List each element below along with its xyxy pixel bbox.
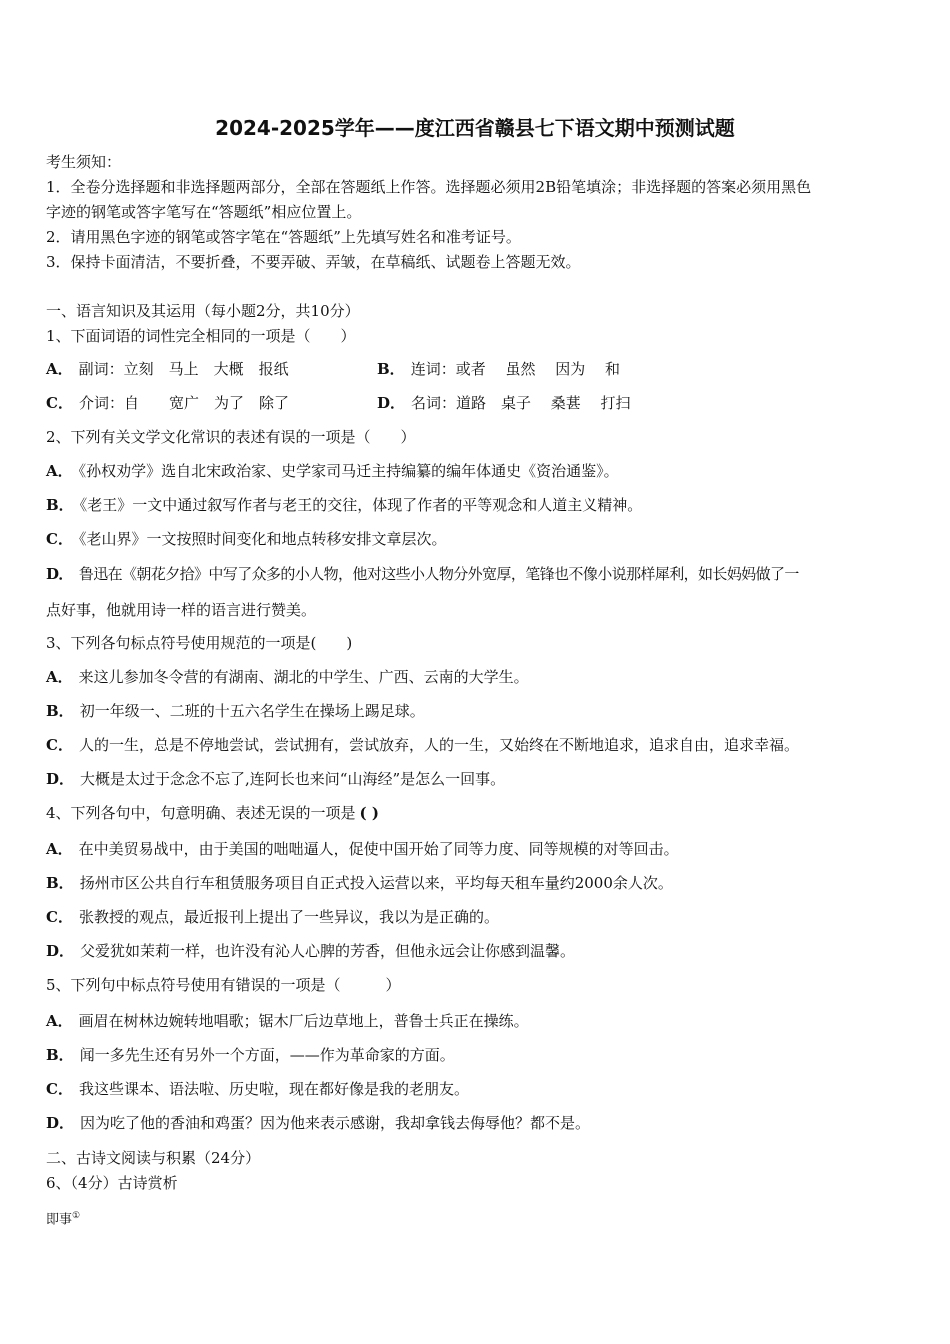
q4-option-c	[46, 907, 499, 927]
q1-option-c	[46, 393, 377, 413]
option-label: B．	[46, 496, 74, 514]
section-1-heading: 一、语言知识及其运用（每小题2分，共10分）	[46, 302, 360, 320]
option-text: 《老王》一文中通过叙写作者与老王的交往，体现了作者的平等观念和人道主义精神。	[79, 496, 643, 514]
option-text: 张教授的观点，最近报刊上提出了一些异议，我以为是正确的。	[78, 908, 499, 926]
notice-item-2: 2．请用黑色字迹的钢笔或答字笔在“答题纸”上先填写姓名和准考证号。	[46, 228, 521, 246]
q3-stem: 3、下列各句标点符号使用规范的一项是( )	[46, 634, 353, 652]
option-text: 我这些课本、语法啦、历史啦，现在都好像是我的老朋友。	[78, 1080, 469, 1098]
option-label: D．	[377, 394, 406, 412]
section-2-heading: 二、古诗文阅读与积累（24分）	[46, 1149, 261, 1167]
option-label: C．	[46, 1080, 73, 1098]
q4-option-d	[46, 941, 575, 961]
option-label: C．	[46, 736, 73, 754]
option-text: 鲁迅在《朝花夕拾》中写了众多的小人物，他对这些小人物分外宽厚，笔锋也不像小说那样犀利，如长妈妈做了一	[78, 565, 799, 583]
q4-stem: 4、下列各句中，句意明确、表述无误的一项是	[46, 804, 356, 822]
q2-option-b	[46, 495, 642, 515]
option-text: 介词：自 宽广 为了 除了	[78, 394, 289, 412]
option-text: 因为吃了他的香油和鸡蛋？因为他来表示感谢，我却拿钱去侮辱他？都不是。	[80, 1114, 591, 1132]
q3-option-b	[46, 701, 425, 721]
q3-option-c	[46, 735, 799, 755]
option-text: 在中美贸易战中，由于美国的咄咄逼人，促使中国开始了同等力度、同等规模的对等回击。	[78, 840, 679, 858]
option-label: D．	[46, 942, 75, 960]
option-label: A．	[46, 360, 73, 378]
option-label: A．	[46, 668, 73, 686]
option-text: 副词：立刻 马上 大概 报纸	[78, 360, 289, 378]
option-label: B．	[46, 1046, 74, 1064]
option-text: 扬州市区公共自行车租赁服务项目自正式投入运营以来，平均每天租车量约2000余人次。	[79, 874, 673, 892]
q3-option-d	[46, 769, 505, 789]
q2-option-a	[46, 461, 619, 481]
option-label: A．	[46, 462, 73, 480]
q5-option-d	[46, 1113, 590, 1133]
option-text: 名词：道路 桌子 桑葚 打扫	[411, 394, 631, 412]
option-label: A．	[46, 1012, 73, 1030]
q6-stem: 6、（4分）古诗赏析	[46, 1174, 178, 1192]
q1-stem: 1、下面词语的词性完全相同的一项是（ ）	[46, 327, 356, 345]
q4-option-b	[46, 873, 673, 893]
option-label: D．	[46, 770, 75, 788]
option-text: 《老山界》一文按照时间变化和地点转移安排文章层次。	[78, 530, 447, 548]
option-text: 连词：或者 虽然 因为 和	[410, 360, 620, 378]
q1-options-row-2	[46, 393, 631, 413]
poem-title-line	[46, 1206, 80, 1230]
option-text: 人的一生，总是不停地尝试，尝试拥有，尝试放弃，人的一生，又始终在不断地追求，追求自由，追求幸福。	[78, 736, 799, 754]
option-label: C．	[46, 908, 73, 926]
notice-item-1: 1．全卷分选择题和非选择题两部分，全部在答题纸上作答。选择题必须用2B铅笔填涂；非选择题的答案必须用黑色	[46, 178, 812, 196]
q5-option-a	[46, 1011, 529, 1031]
poem-title: 即事	[46, 1212, 73, 1228]
q5-option-b	[46, 1045, 455, 1065]
q5-stem: 5、下列句中标点符号使用有错误的一项是（ ）	[46, 976, 401, 994]
option-label: C．	[46, 530, 73, 548]
option-text: 初一年级一、二班的十五六名学生在操场上踢足球。	[79, 702, 425, 720]
option-label: B．	[46, 702, 74, 720]
q4-stem-line	[46, 803, 379, 823]
option-label: C．	[46, 394, 73, 412]
option-text: 大概是太过于念念不忘了,连阿长也来问“山海经”是怎么一回事。	[80, 770, 506, 788]
notice-item-1-cont: 字迹的钢笔或答字笔写在“答题纸”相应位置上。	[46, 203, 362, 221]
q5-option-c	[46, 1079, 469, 1099]
q2-option-d	[46, 564, 799, 584]
q2-option-d-cont: 点好事，他就用诗一样的语言进行赞美。	[46, 601, 317, 619]
option-text: 画眉在树林边婉转地唱歌；锯木厂后边草地上，普鲁士兵正在操练。	[78, 1012, 529, 1030]
q3-option-a	[46, 667, 529, 687]
q2-option-c	[46, 529, 446, 549]
poem-footnote-mark: ①	[72, 1211, 81, 1221]
option-label: D．	[46, 565, 73, 583]
option-label: B．	[46, 874, 74, 892]
option-label: D．	[46, 1114, 75, 1132]
notice-item-3: 3．保持卡面清洁，不要折叠，不要弄破、弄皱，在草稿纸、试题卷上答题无效。	[46, 253, 581, 271]
q4-option-a	[46, 839, 679, 859]
q1-option-a	[46, 359, 377, 379]
page-title: 2024-2025学年——度江西省赣县七下语文期中预测试题	[215, 116, 735, 140]
q1-option-b	[377, 359, 620, 379]
option-text: 父爱犹如茉莉一样，也许没有沁人心脾的芳香，但他永远会让你感到温馨。	[80, 942, 576, 960]
q1-option-d	[377, 393, 631, 413]
option-text: 来这儿参加冬令营的有湖南、湖北的中学生、广西、云南的大学生。	[78, 668, 529, 686]
q4-answer-paren: ( )	[359, 804, 379, 822]
option-label: A．	[46, 840, 73, 858]
option-text: 闻一多先生还有另外一个方面，——作为革命家的方面。	[79, 1046, 455, 1064]
q1-options-row-1	[46, 359, 620, 379]
q2-stem: 2、下列有关文学文化常识的表述有误的一项是（ ）	[46, 428, 416, 446]
option-label: B．	[377, 360, 405, 378]
option-text: 《孙权劝学》选自北宋政治家、史学家司马迁主持编纂的编年体通史《资治通鉴》。	[78, 462, 619, 480]
notice-heading: 考生须知：	[46, 153, 122, 171]
